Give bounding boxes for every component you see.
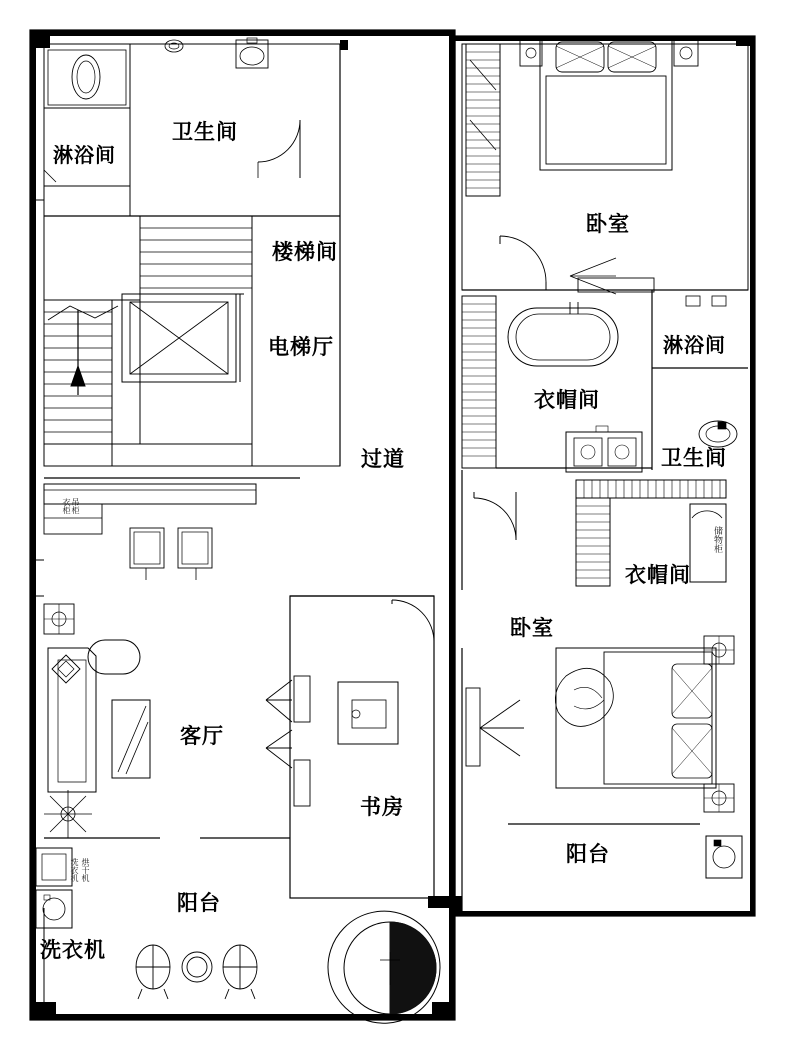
room-label: 过道 xyxy=(361,447,405,471)
wall-corner-block xyxy=(36,36,50,48)
wall-corner-block xyxy=(340,40,348,50)
room-label: 淋浴间 xyxy=(53,143,116,167)
room-label: 电梯厅 xyxy=(268,335,334,359)
room-label: 卧室 xyxy=(586,212,630,236)
wall-segment xyxy=(750,36,755,916)
room-label: 书房 xyxy=(360,795,404,819)
room-label: 淋浴间 xyxy=(663,333,726,357)
room-label: 卫生间 xyxy=(661,446,727,470)
wall-corner-block xyxy=(450,896,462,916)
wall-segment xyxy=(30,30,455,36)
wall-segment xyxy=(449,30,455,1020)
wall-segment xyxy=(449,911,755,916)
room-label: 洗衣机 xyxy=(40,938,106,962)
room-label: 卧室 xyxy=(510,616,554,640)
wall-corner-block xyxy=(432,1002,452,1014)
room-label: 楼梯间 xyxy=(272,240,338,264)
wall-corner-block xyxy=(428,896,452,908)
wall-corner-block xyxy=(36,1002,56,1014)
annotation-label: 储物柜 xyxy=(712,526,722,553)
wall-corner-block xyxy=(736,36,750,46)
annotation-label: 烘干机 xyxy=(81,858,90,882)
room-label: 阳台 xyxy=(177,891,221,915)
room-label: 衣帽间 xyxy=(625,563,691,587)
room-label: 客厅 xyxy=(180,724,224,748)
room-label: 衣帽间 xyxy=(534,388,600,412)
wall-segment xyxy=(30,30,36,1020)
annotation-label: 吊柜 xyxy=(71,498,80,514)
annotation-label: 衣柜 xyxy=(62,498,71,514)
annotation-label: 洗衣机 xyxy=(70,858,79,882)
room-label: 卫生间 xyxy=(172,120,238,144)
room-label: 阳台 xyxy=(566,842,610,866)
wall-segment xyxy=(30,1014,455,1020)
wall-segment xyxy=(449,36,755,41)
